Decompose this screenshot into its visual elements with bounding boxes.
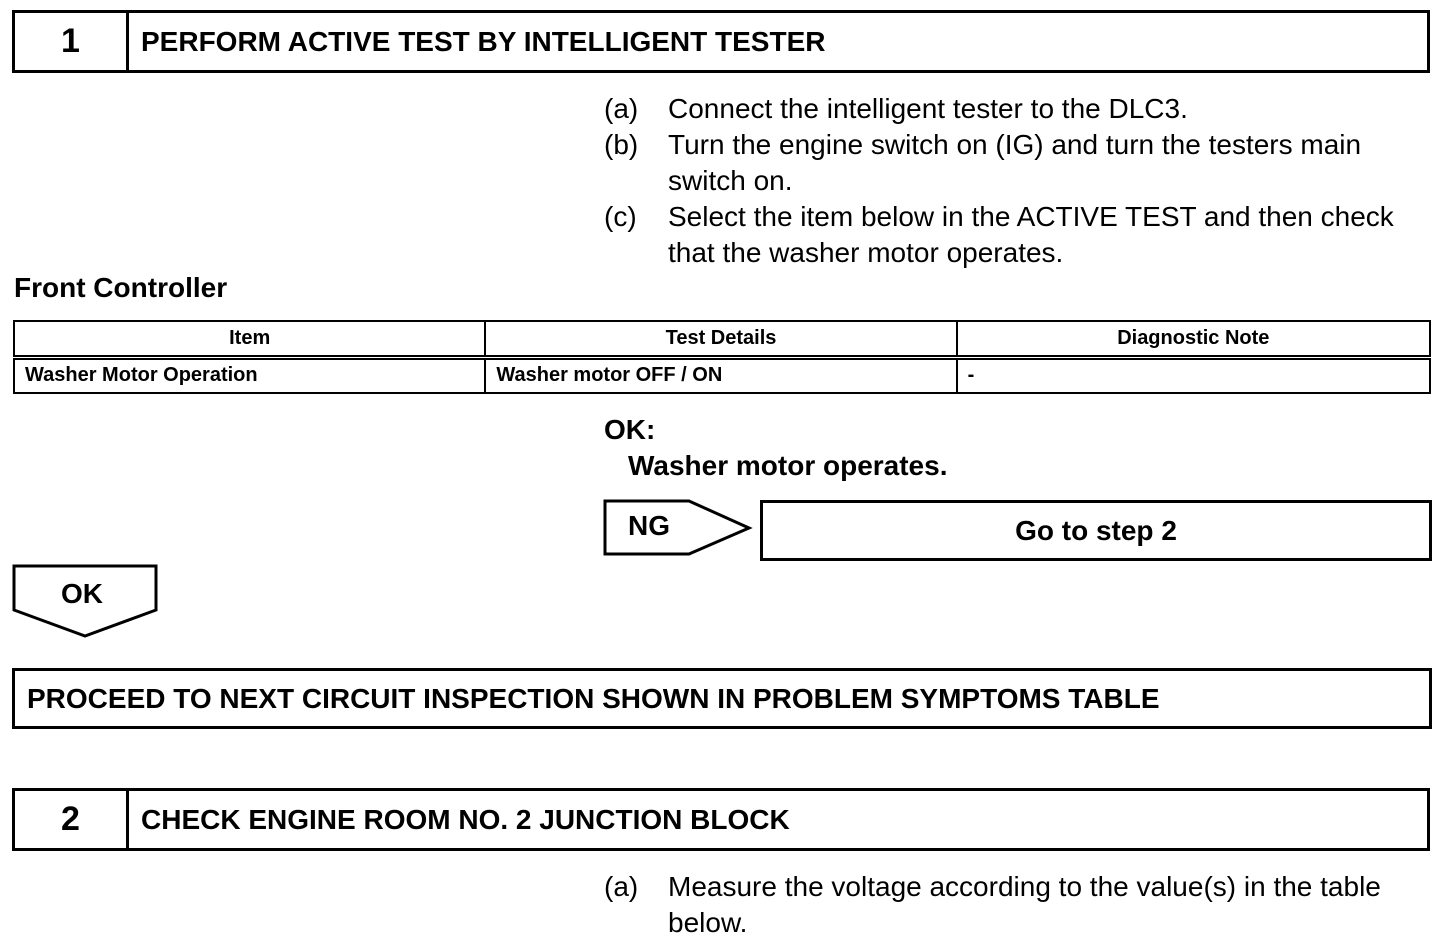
table-row bbox=[14, 357, 1430, 393]
instruction-text: Select the item below in the ACTIVE TEST and then check that the washer motor operates. bbox=[668, 201, 1394, 268]
instruction-letter: (a) bbox=[604, 871, 639, 902]
column-header-item: Item bbox=[14, 321, 485, 357]
step-2-header bbox=[12, 788, 1430, 851]
proceed-box: PROCEED TO NEXT CIRCUIT INSPECTION SHOWN IN PROBLEM SYMPTOMS TABLE bbox=[12, 668, 1432, 729]
step-number: 1 bbox=[15, 13, 129, 70]
active-test-table bbox=[13, 320, 1431, 394]
step-2-instructions bbox=[604, 869, 1434, 941]
instruction-text: Measure the voltage according to the value(s) in the table below. bbox=[668, 871, 1381, 938]
go-to-step-2-link[interactable]: Go to step 2 bbox=[760, 500, 1432, 561]
ok-branch-label: OK bbox=[61, 578, 103, 609]
instruction-text: Connect the intelligent tester to the DLC3. bbox=[668, 93, 1188, 124]
step-number: 2 bbox=[15, 791, 129, 848]
instruction-letter: (c) bbox=[604, 201, 637, 232]
step-title: CHECK ENGINE ROOM NO. 2 JUNCTION BLOCK bbox=[141, 803, 790, 835]
ok-result-label: OK: bbox=[604, 414, 656, 445]
table-cell: - bbox=[957, 357, 1430, 393]
step-1-instructions bbox=[604, 91, 1434, 271]
instruction-item bbox=[604, 869, 1434, 941]
instruction-letter: (b) bbox=[604, 129, 639, 160]
section-label: Front Controller bbox=[14, 272, 228, 303]
step-1-header bbox=[12, 10, 1430, 73]
instruction-item bbox=[604, 199, 1434, 271]
column-header-test-details: Test Details bbox=[485, 321, 956, 357]
instruction-item bbox=[604, 127, 1434, 199]
instruction-letter: (a) bbox=[604, 93, 639, 124]
table-cell: Washer Motor Operation bbox=[14, 357, 485, 393]
ng-branch-label: NG bbox=[628, 510, 670, 541]
ok-result-description: Washer motor operates. bbox=[628, 450, 948, 481]
table-cell: Washer motor OFF / ON bbox=[485, 357, 956, 393]
ng-arrow-icon bbox=[603, 498, 755, 558]
table-header-row bbox=[14, 321, 1430, 357]
step-title: PERFORM ACTIVE TEST BY INTELLIGENT TESTER bbox=[141, 25, 826, 57]
column-header-diagnostic-note: Diagnostic Note bbox=[957, 321, 1430, 357]
instruction-text: Turn the engine switch on (IG) and turn the testers main switch on. bbox=[668, 129, 1362, 196]
instruction-item bbox=[604, 91, 1434, 127]
